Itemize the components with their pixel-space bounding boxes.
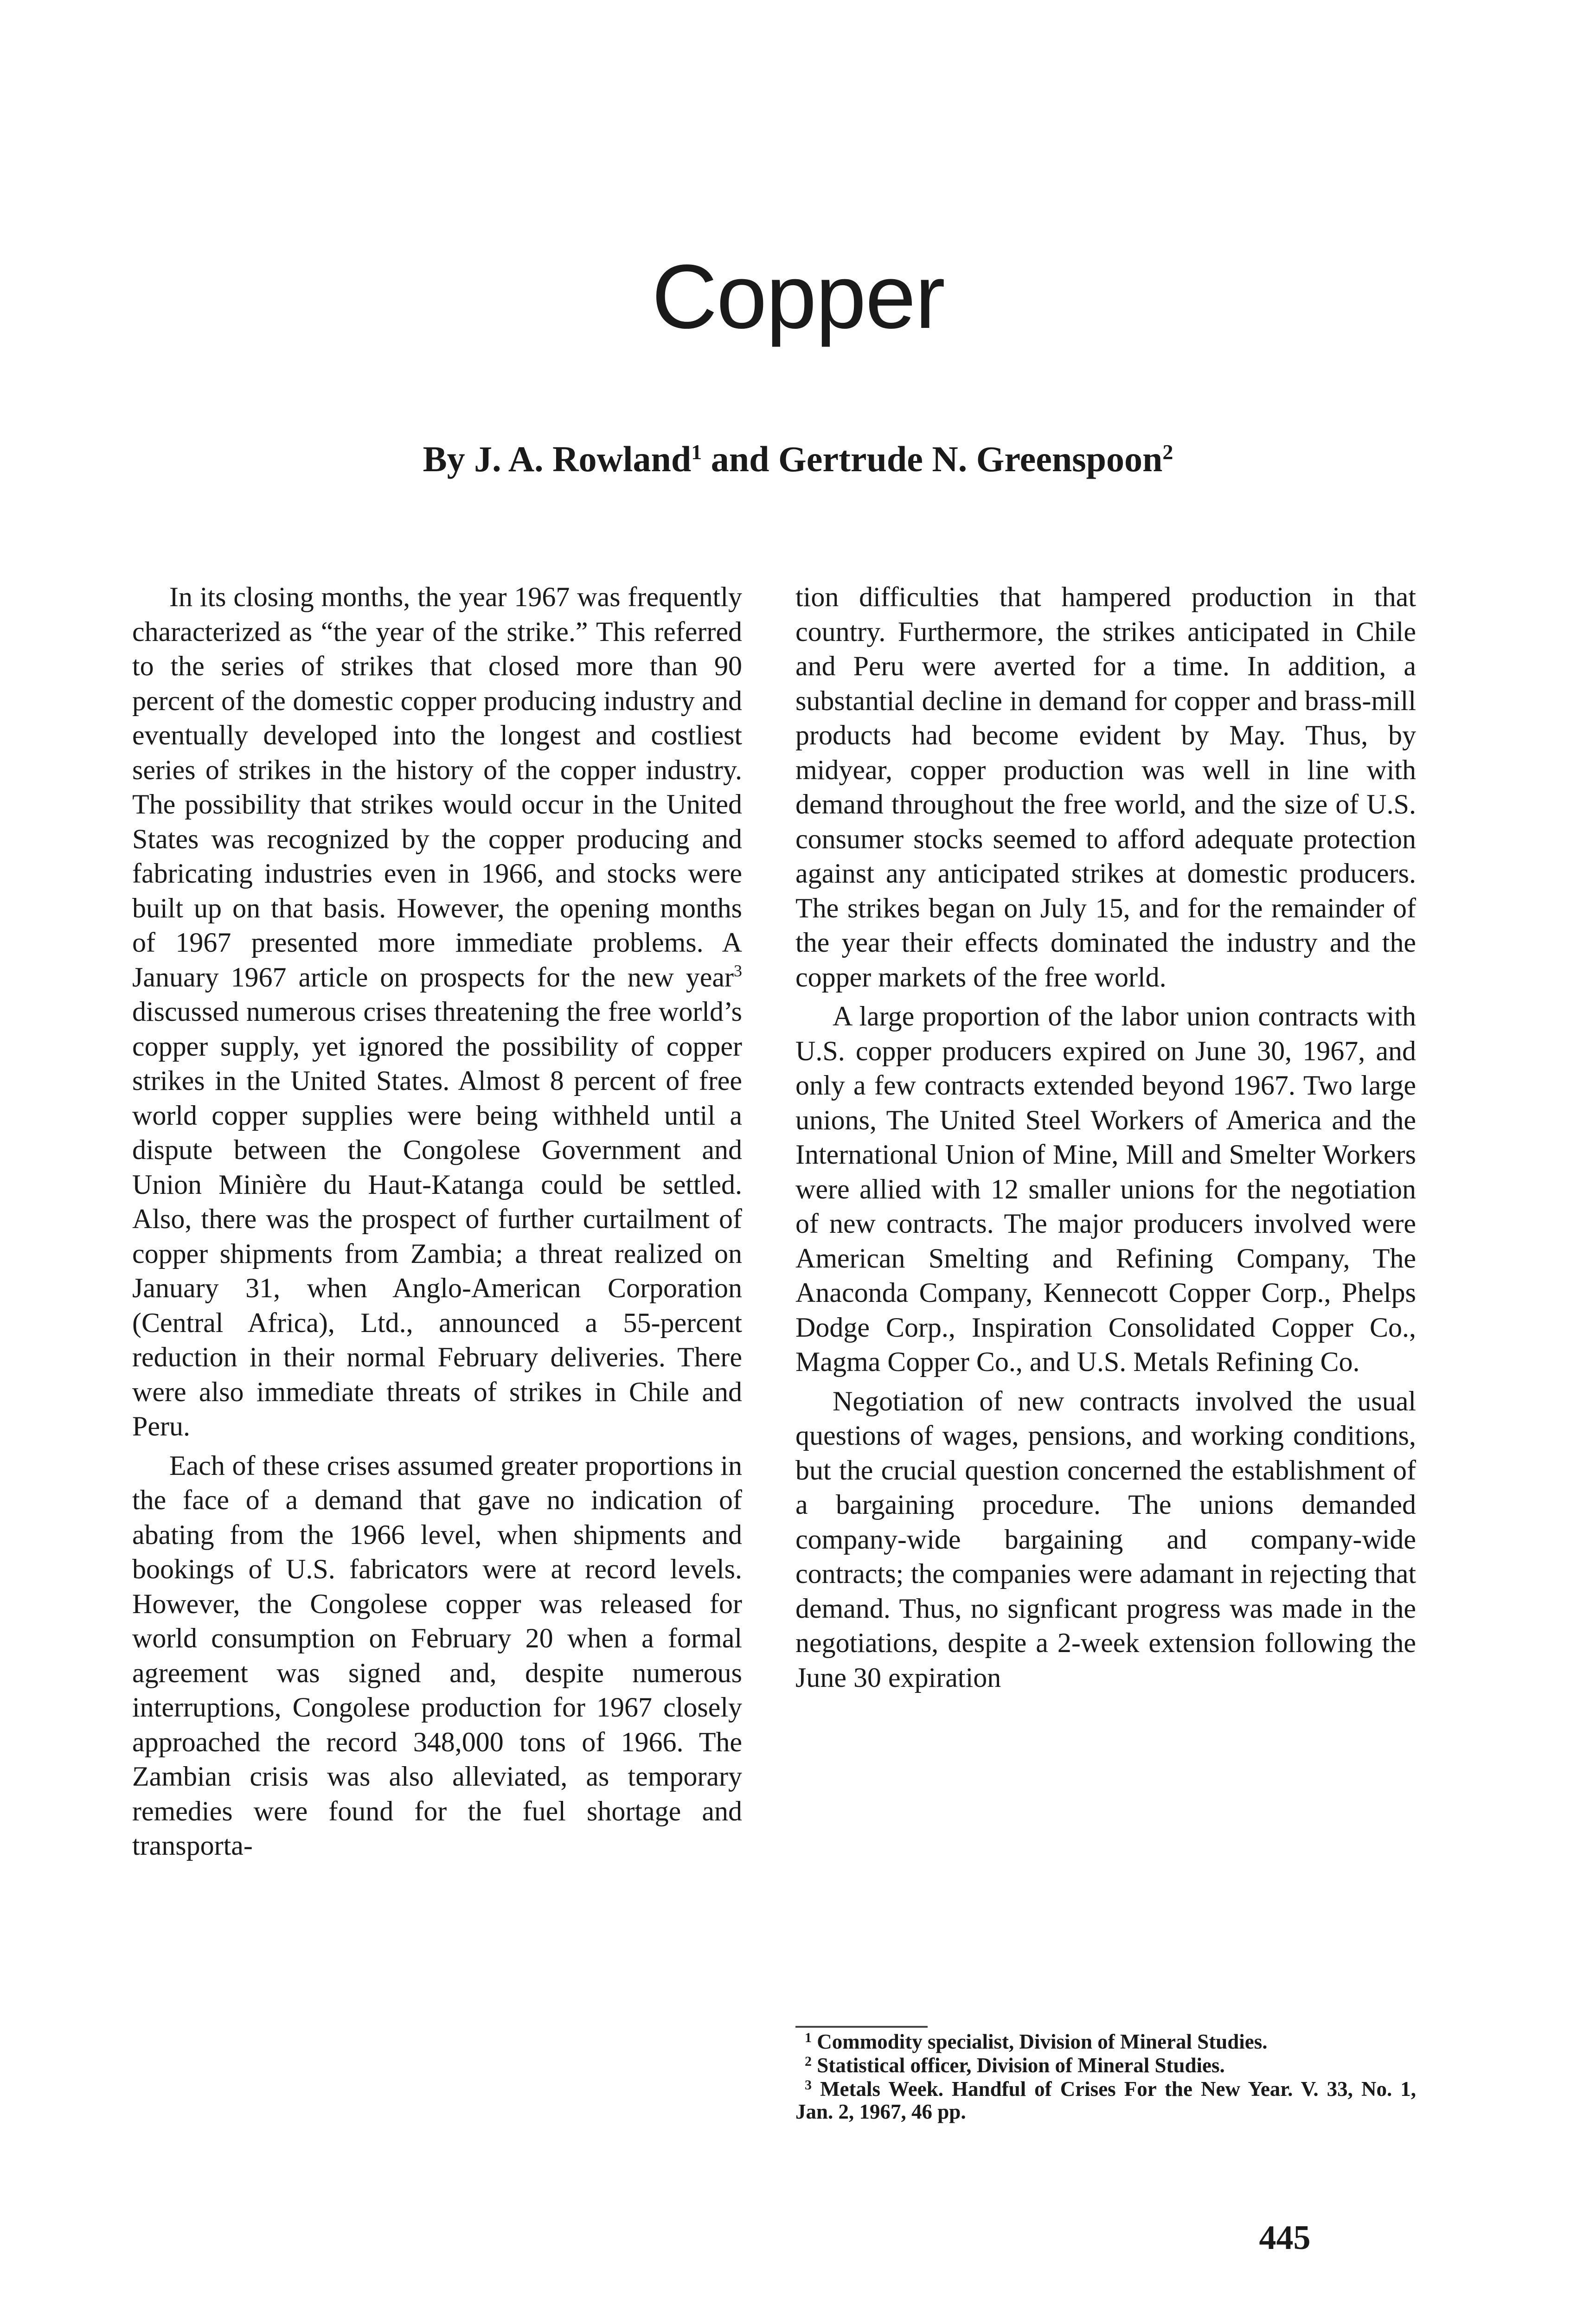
footnote [795, 2031, 1416, 2053]
footnote-mark: 2 [805, 2054, 812, 2069]
footnote-mark: 1 [805, 2030, 812, 2045]
byline [0, 434, 1596, 485]
footnote-mark: 3 [805, 2077, 812, 2093]
author-2-footnote-mark: 2 [1162, 440, 1173, 464]
paragraph: A large proportion of the labor union contracts with U.S. copper producers expired on June 30, 1967, and only a few contracts extended beyond 1967. Two large unions, The United Steel Workers of America and the International Union of Mine, Mill and Smelter Workers were allied with 12 smaller unions for the negotiation of new contracts. The major producers involved were American Smelting and Refining Company, The Anaconda Company, Kennecott Copper Corp., Phelps Dodge Corp., Inspiration Consolidated Copper Co., Magma Copper Co., and U.S. Metals Refining Co. [795, 1001, 1416, 1377]
author-2: Gertrude N. Greenspoon [778, 439, 1163, 479]
paragraph-text: In its closing months, the year 1967 was frequently characterized as “the year of the strike.” This referred to the series of strikes that closed more than 90 percent of the domestic copper producing industry and eventually developed into the longest and costliest series of strikes in the history of the copper industry. The possibility that strikes would occur in the United States was recognized by the copper producing and fabricating industries even in 1966, and stocks were built up on that basis. However, the opening months of 1967 presented more immediate problems. A January 1967 article on prospects for the new year [132, 582, 742, 993]
footnote-text: Commodity specialist, Division of Mineral Studies. [817, 2030, 1268, 2053]
footnote-divider [795, 2026, 928, 2028]
left-column [132, 580, 742, 1863]
right-column [795, 580, 1416, 1695]
footnote-text: Metals Week. Handful of Crises For the New Year. V. 33, No. 1, Jan. 2, 1967, 46 pp. [795, 2077, 1417, 2123]
author-1: J. A. Rowland [474, 439, 692, 479]
footnote [795, 2078, 1416, 2123]
footnotes [795, 2031, 1416, 2124]
paragraph [132, 580, 742, 1444]
paragraph-text: discussed numerous crises threatening the free world’s copper supply, yet ignored the possibility of copper strikes in the United States. Almost 8 percent of free world copper supplies were being withheld until a dispute between the Congolese Government and Union Minière du Haut-Katanga could be settled. Also, there was the prospect of further curtailment of copper shipments from Zambia; a threat realized on January 31, when Anglo-American Corporation (Central Africa), Ltd., announced a 55-percent reduction in their normal February deliveries. There were also immediate threats of strikes in Chile and Peru. [132, 996, 742, 1441]
author-1-footnote-mark: 1 [691, 440, 702, 464]
byline-connector: and [711, 439, 769, 479]
footnote [795, 2054, 1416, 2077]
footnote-ref: 3 [734, 961, 742, 980]
paragraph-continued: tion difficulties that hampered production in that country. Furthermore, the strikes anticipated in Chile and Peru were averted for a time. In addition, a substantial decline in demand for copper and brass-mill products had become evident by May. Thus, by midyear, copper production was well in line with demand throughout the free world, and the size of U.S. consumer stocks seemed to afford adequate protection against any anticipated strikes at domestic producers. The strikes began on July 15, and for the remainder of the year their effects dominated the industry and the copper markets of the free world. [795, 582, 1416, 993]
paragraph: Negotiation of new contracts involved the usual questions of wages, pensions, and working conditions, but the crucial question concerned the establishment of a bargaining procedure. The unions demanded company-wide bargaining and company-wide contracts; the companies were adamant in rejecting that demand. Thus, no signficant progress was made in the negotiations, despite a 2-week extension following the June 30 expiration [795, 1385, 1416, 1693]
paragraph: Each of these crises assumed greater proportions in the face of a demand that gave no indication of abating from the 1966 level, when shipments and bookings of U.S. fabricators were at record levels. However, the Congolese copper was released for world consumption on February 20 when a formal agreement was signed and, despite numerous interruptions, Congolese production for 1967 closely approached the record 348,000 tons of 1966. The Zambian crisis was also alleviated, as temporary remedies were found for the fuel shortage and transporta- [132, 1450, 742, 1861]
page-number: 445 [1259, 2219, 1311, 2257]
byline-prefix: By [423, 439, 465, 479]
page-title: Copper [652, 246, 944, 347]
footnote-text: Statistical officer, Division of Mineral Studies. [817, 2054, 1225, 2077]
